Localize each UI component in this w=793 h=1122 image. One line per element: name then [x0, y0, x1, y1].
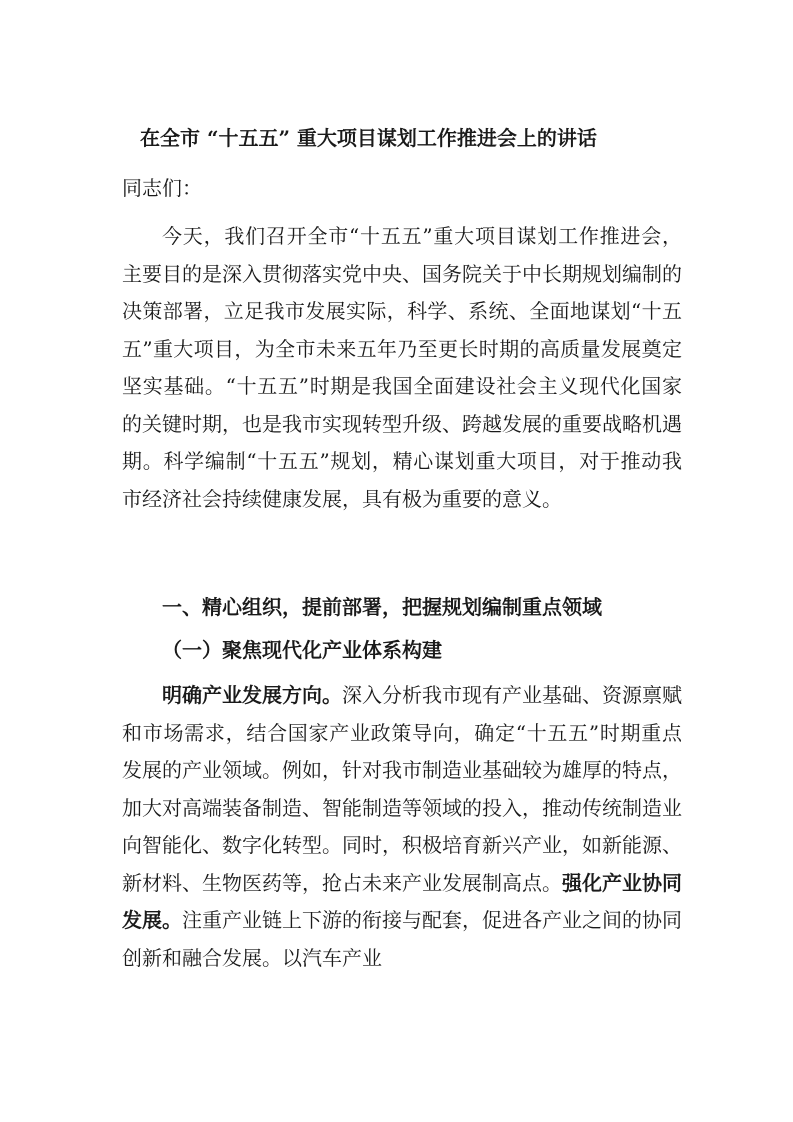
paragraph-text-1: 深入分析我市现有产业基础、资源禀赋和市场需求，结合国家产业政策导向，确定“十五五”时期重点发展的产业领域。例如，针对我市制造业基础较为雄厚的特点，加大对高端装备制造、智能制造等领域的投入，推动传统制造业向智能化、数字化转型。同时，积极培育新兴产业，如新能源、新材料、生物医药等，抢占未来产业发展制高点。 [122, 683, 682, 895]
paragraph-text-2: 注重产业链上下游的衔接与配套，促进各产业之间的协同创新和融合发展。以汽车产业 [122, 908, 682, 970]
body-paragraph-2 [122, 677, 682, 977]
body-paragraph-1: 今天，我们召开全市“十五五”重大项目谋划工作推进会，主要目的是深入贯彻落实党中央、国务院关于中长期规划编制的决策部署，立足我市发展实际，科学、系统、全面地谋划“十五五”重大项目，为全市未来五年乃至更长时期的高质量发展奠定坚实基础。“十五五”时期是我国全面建设社会主义现代化国家的关键时期，也是我市实现转型升级、跨越发展的重要战略机遇期。科学编制“十五五”规划，精心谋划重大项目，对于推动我市经济社会持续健康发展，具有极为重要的意义。 [122, 224, 682, 511]
subsection-heading-1: （一）聚焦现代化产业体系构建 [162, 638, 442, 662]
section-heading-1: 一、精心组织，提前部署，把握规划编制重点领域 [162, 595, 602, 619]
paragraph-lead-2: 强化产业协同发展。 [122, 870, 682, 932]
salutation: 同志们： [122, 176, 202, 200]
paragraph-lead-1: 明确产业发展方向。 [162, 683, 342, 707]
document-title: 在全市 “十五五” 重大项目谋划工作推进会上的讲话 [140, 126, 597, 150]
